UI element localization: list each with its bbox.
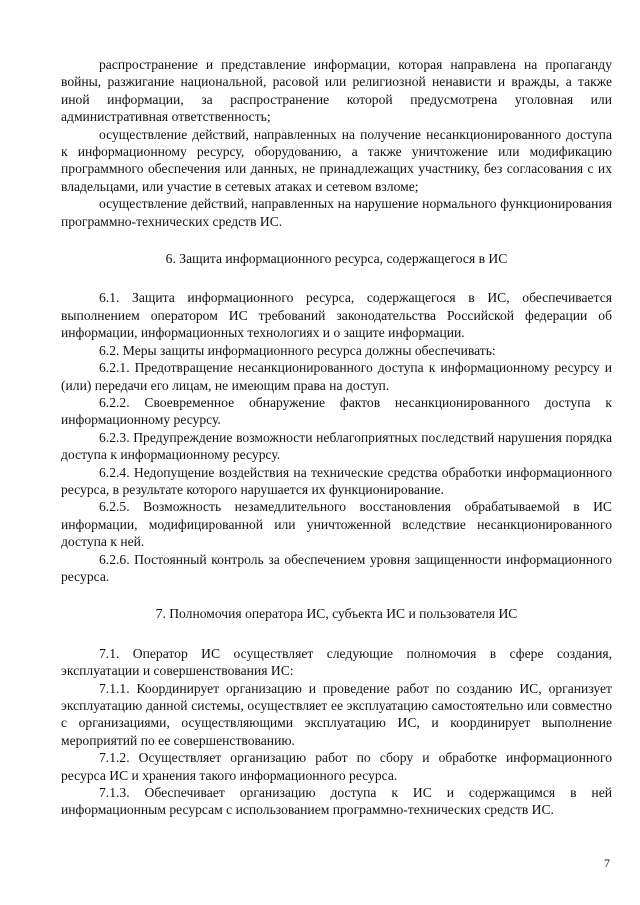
paragraph: 7.1. Оператор ИС осуществляет следующие полномочия в сфере создания, эксплуатации и совершенствования ИС: — [61, 645, 612, 679]
page-number: 7 — [604, 856, 610, 870]
paragraph: 6.2.3. Предупреждение возможности неблагоприятных последствий нарушения порядка доступа к информационному ресурсу. — [61, 429, 612, 463]
paragraph: 7.1.1. Координирует организацию и проведение работ по созданию ИС, организует эксплуатацию данной системы, осуществляет ее эксплуатацию самостоятельно или совместно с организациями, осуществляющими эксплуатацию ИС, и координирует выполнение мероприятий по ее совершенствованию. — [61, 680, 612, 748]
paragraph: 6.2.2. Своевременное обнаружение фактов несанкционированного доступа к информационному ресурсу. — [61, 394, 612, 428]
paragraph: 6.2.6. Постоянный контроль за обеспечением уровня защищенности информационного ресурса. — [61, 551, 612, 584]
prohibited-item: распространение и представление информации, которая направлена на пропаганду войны, разжигание национальной, расовой или религиозной ненависти и вражды, а также иной информации, за распространение которой предусмотрена уголовная или административная ответственность; — [61, 57, 612, 125]
paragraph: 7.1.2. Осуществляет организацию работ по сбору и обработке информационного ресурса ИС и хранения такого информационного ресурса. — [61, 750, 612, 783]
paragraph: 6.2.5. Возможность незамедлительного восстановления обрабатываемой в ИС информации, модифицированной или уничтоженной вследствие несанкционированного доступа к ней. — [61, 499, 612, 550]
document-page — [61, 56, 612, 819]
paragraph: 6.2. Меры защиты информационного ресурса должны обеспечивать: — [99, 342, 496, 358]
section-6-heading: 6. Защита информационного ресурса, содержащегося в ИС — [165, 251, 508, 267]
prohibited-item: осуществление действий, направленных на нарушение нормального функционирования программно-технических средств ИС. — [61, 196, 612, 229]
paragraph: 6.2.4. Недопущение воздействия на технические средства обработки информационного ресурса, в результате которого нарушается их функционирование. — [61, 464, 612, 497]
paragraph: 6.2.1. Предотвращение несанкционированного доступа к информационному ресурсу и (или) передачи его лицам, не имеющим права на доступ. — [61, 360, 612, 393]
paragraph: 7.1.3. Обеспечивает организацию доступа к ИС и содержащимся в ней информационным ресурсам с использованием программно-технических средств ИС. — [61, 785, 612, 818]
section-7-heading: 7. Полномочия оператора ИС, субъекта ИС и пользователя ИС — [155, 606, 518, 622]
paragraph: 6.1. Защита информационного ресурса, содержащегося в ИС, обеспечивается выполнением оператором ИС требований законодательства Российской федерации об информации, информационных технологиях и о защите информации. — [61, 290, 612, 341]
prohibited-item: осуществление действий, направленных на получение несанкционированного доступа к информационному ресурсу, оборудованию, а также уничтожение или модификацию программного обеспечения или данных, не принадлежащих участнику, без согласования с их владельцами, или участие в сетевых атаках и сетевом взломе; — [61, 126, 612, 194]
